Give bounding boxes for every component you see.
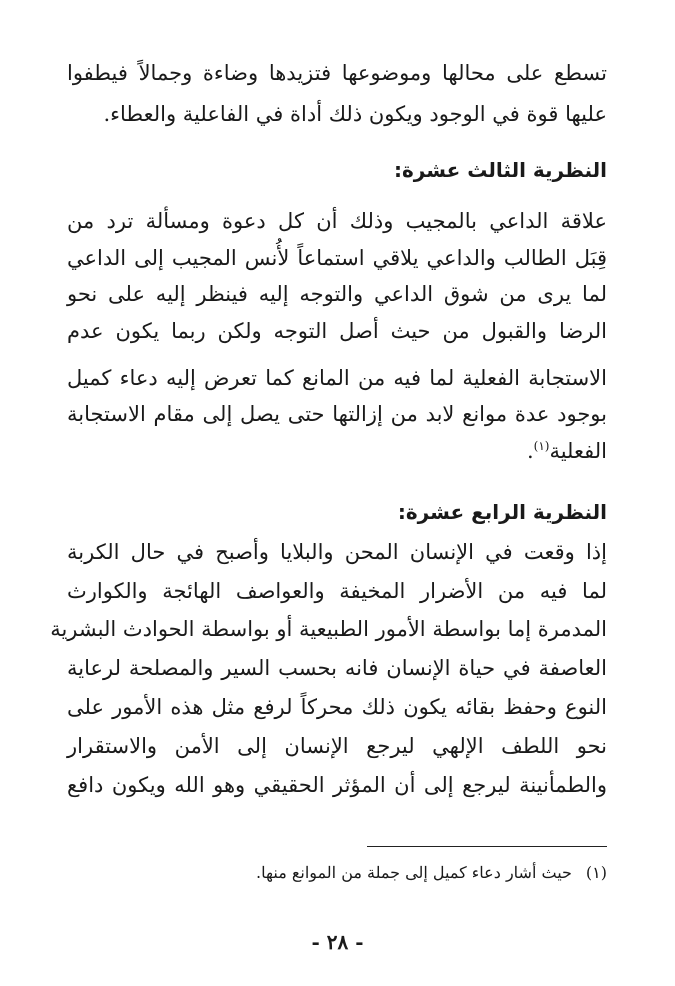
body-text-line: لما يرى من شوق الداعي والتوجه إليه فينظر إليه على نحو (67, 282, 607, 306)
body-text-fragment: . (526, 439, 534, 463)
body-text-fragment: الفعلية (549, 439, 607, 463)
body-text-line: نحو اللطف الإلهي ليرجع الإنسان إلى الأمن والاستقرار (67, 734, 607, 758)
section-heading-14: النظرية الرابع عشرة: (397, 500, 607, 524)
footnote-reference[interactable]: (١) (533, 439, 550, 453)
body-text-line: المدمرة إما بواسطة الأمور الطبيعية أو بواسطة الحوادث البشرية (50, 617, 607, 641)
body-text-line: الاستجابة الفعلية لما فيه من المانع كما تعرض إليه دعاء كميل (67, 366, 607, 390)
section-heading-13: النظرية الثالث عشرة: (394, 158, 607, 182)
footnote-separator (367, 846, 607, 847)
body-text-line: قِبَل الطالب والداعي يلاقي استماعاً لأُنس المجيب إلى الداعي (67, 246, 607, 270)
body-text-line: بوجود عدة موانع لابد من إزالتها حتى يصل إلى مقام الاستجابة (67, 402, 607, 426)
body-text-line: والطمأنينة ليرجع إلى أن المؤثر الحقيقي وهو الله ويكون دافع (67, 773, 607, 797)
body-text-line: تسطع على محالها وموضوعها فتزيدها وضاءة وجمالاً فيطفوا (67, 61, 607, 85)
body-text-line: عليها قوة في الوجود ويكون ذلك أداة في الفاعلية والعطاء. (103, 102, 607, 126)
footnote-text: حيث أشار دعاء كميل إلى جملة من الموانع منها. (256, 863, 572, 882)
body-text-line (67, 432, 607, 470)
body-text-line: النوع وحفظ بقائه يكون ذلك محركاً لرفع مثل هذه الأمور على (67, 695, 607, 719)
footnote-number: (١) (585, 863, 607, 882)
body-text-line: الرضا والقبول من حيث أصل التوجه ولكن ربما يكون عدم (67, 319, 607, 343)
footnote (67, 858, 607, 888)
body-text-line: علاقة الداعي بالمجيب وذلك أن كل دعوة ومسألة ترد من (67, 209, 607, 233)
body-text-line: لما فيه من الأضرار المخيفة والعواصف الهائجة والكوارث (67, 579, 607, 603)
page-number: - ٢٨ - (311, 930, 364, 954)
body-text-line: العاصفة في حياة الإنسان فانه بحسب السير والمصلحة لرعاية (67, 656, 607, 680)
body-text-line: إذا وقعت في الإنسان المحن والبلايا وأصبح في حال الكربة (67, 540, 607, 564)
